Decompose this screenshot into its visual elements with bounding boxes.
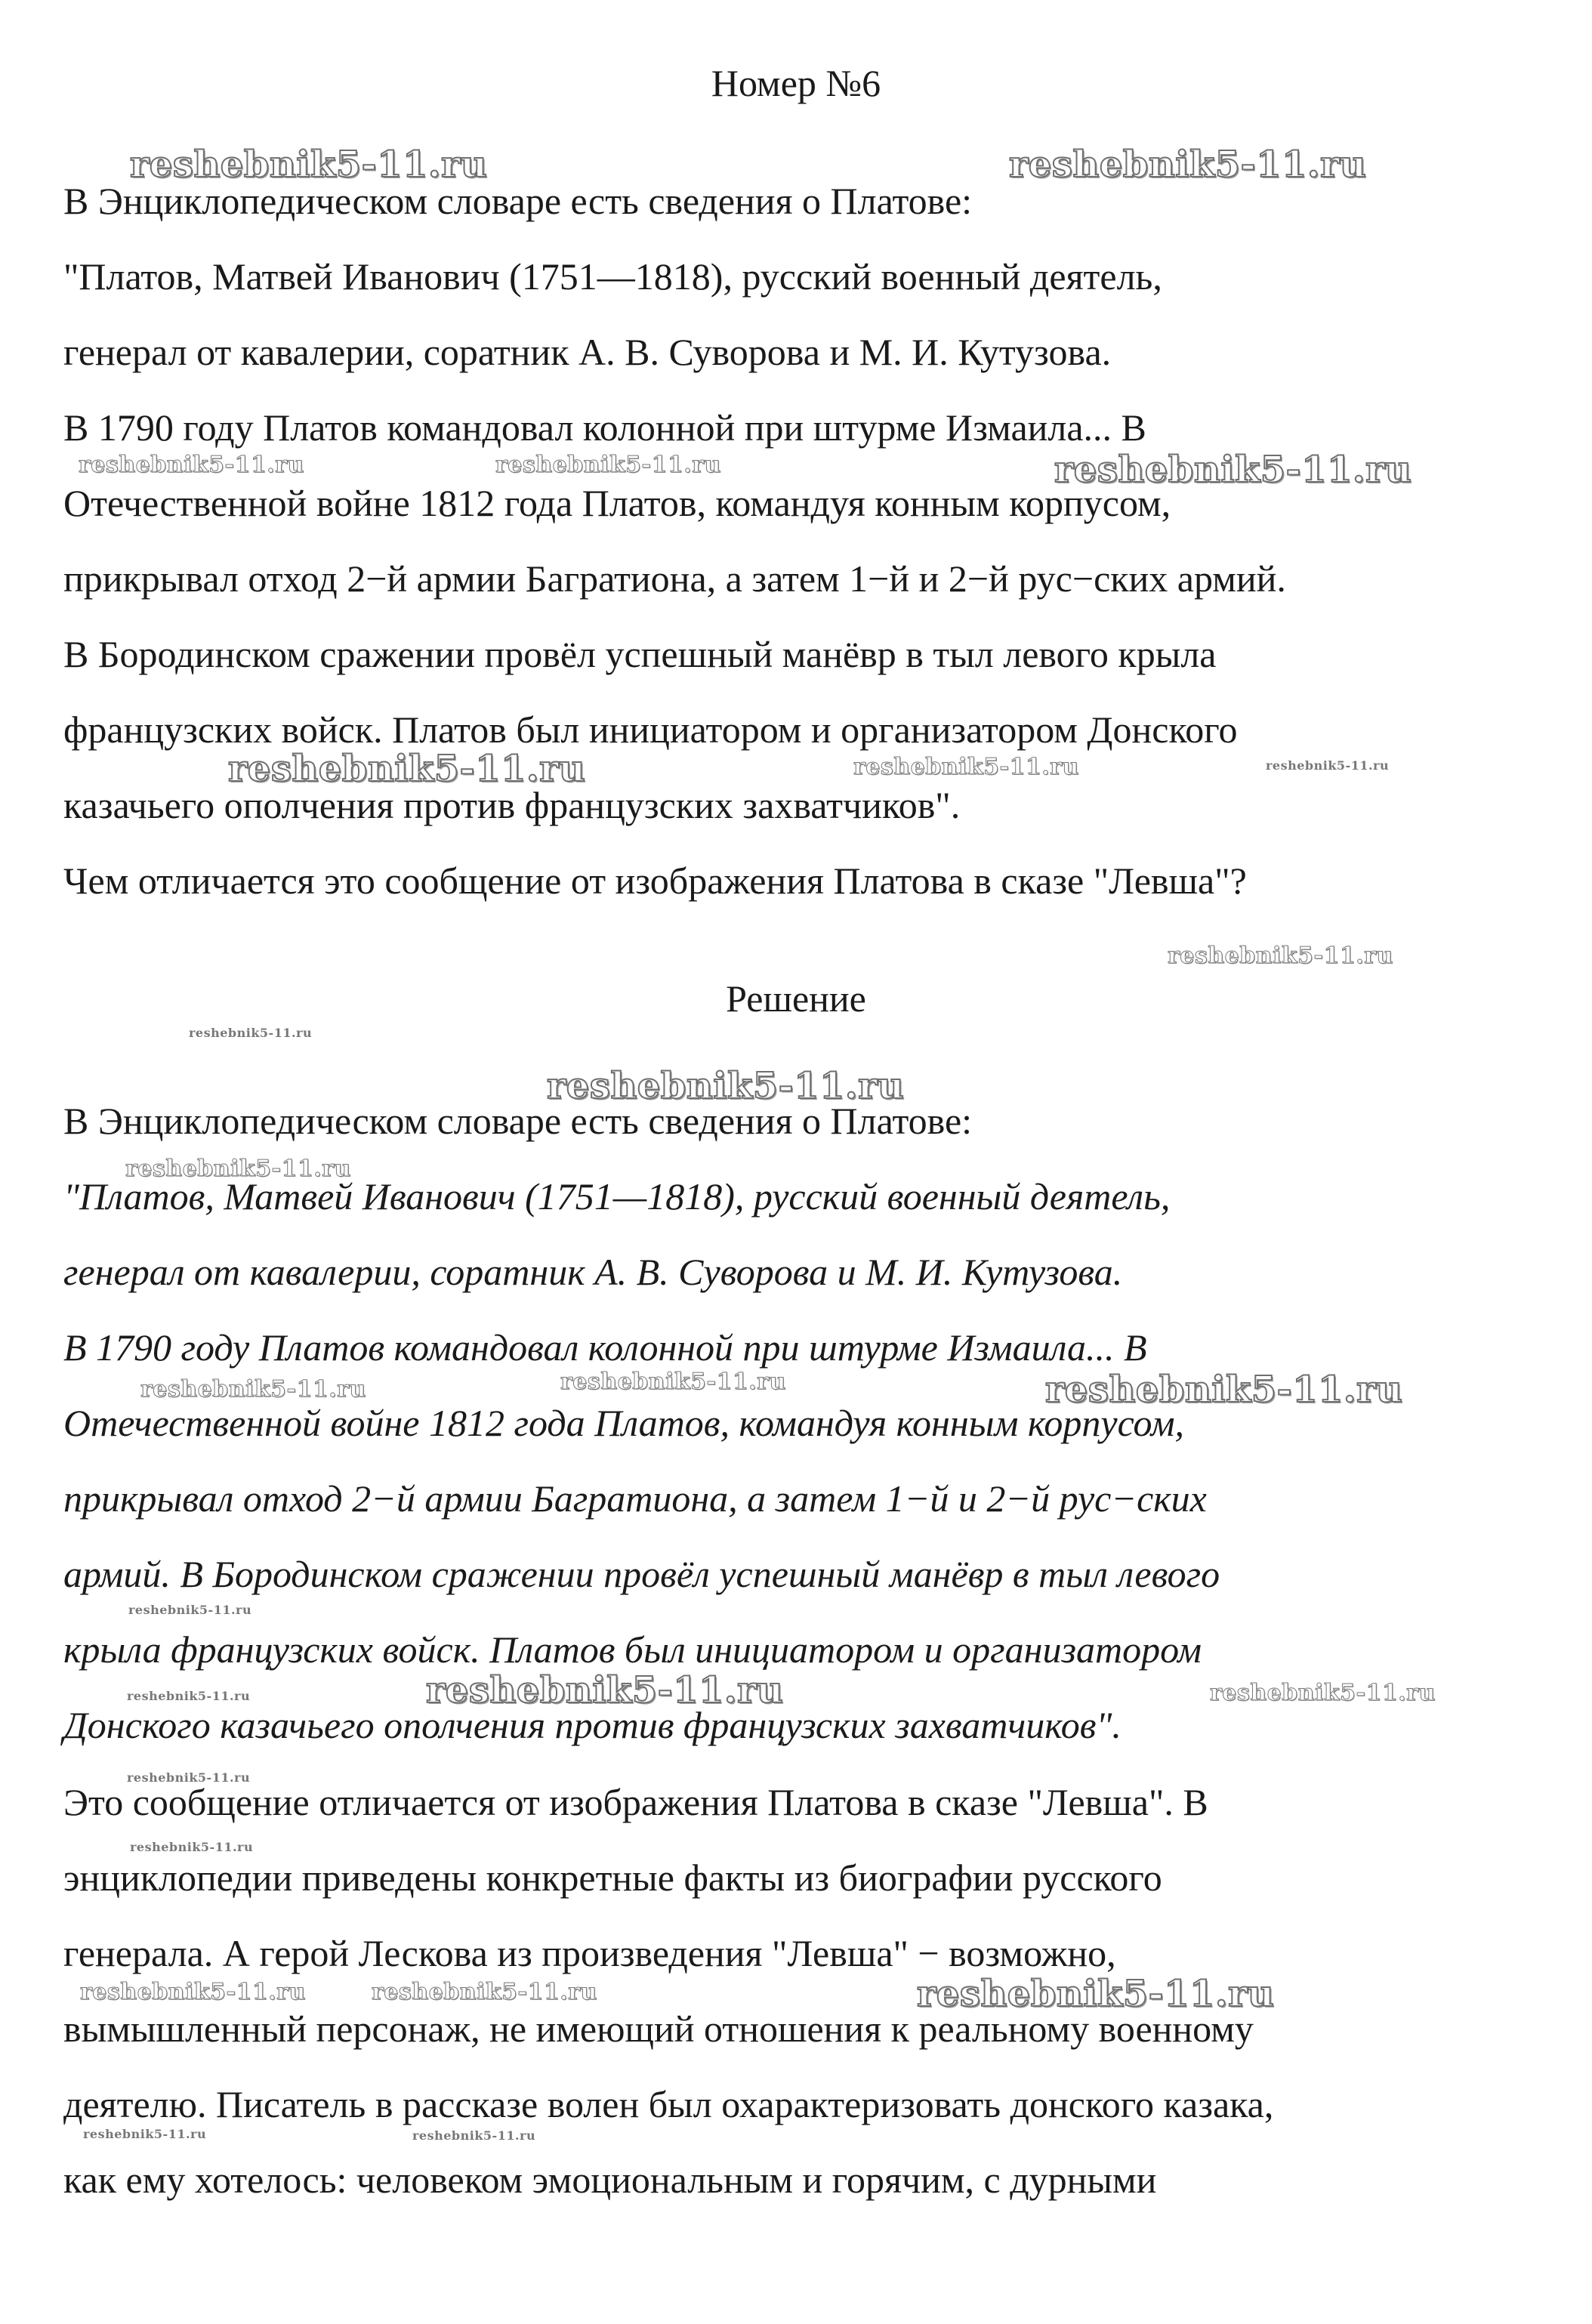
task-line: казачьего ополчения против французских захватчиков". <box>63 784 961 826</box>
watermark-logo: reshebnik5-11.ru <box>140 1376 366 1403</box>
task-line: генерал от кавалерии, соратник А. В. Суворова и М. И. Кутузова. <box>63 331 1112 373</box>
task-line: В 1790 году Платов командовал колонной при штурме Измаила... В <box>63 406 1146 449</box>
answer-line: как ему хотелось: человеком эмоциональным и горячим, с дурными <box>63 2159 1157 2201</box>
watermark-logo: reshebnik5-11.ru <box>412 2128 536 2143</box>
watermark-logo: reshebnik5-11.ru <box>130 144 488 186</box>
watermark-logo: reshebnik5-11.ru <box>495 452 721 478</box>
watermark-logo: reshebnik5-11.ru <box>228 748 586 790</box>
watermark-logo: reshebnik5-11.ru <box>189 1026 313 1040</box>
quote-line: Донского казачьего ополчения против французских захватчиков". <box>63 1704 1121 1746</box>
watermark-logo: reshebnik5-11.ru <box>853 754 1079 780</box>
watermark-logo: reshebnik5-11.ru <box>130 1840 254 1854</box>
watermark-logo: reshebnik5-11.ru <box>560 1369 786 1395</box>
watermark-logo: reshebnik5-11.ru <box>1266 758 1390 773</box>
watermark-logo: reshebnik5-11.ru <box>1009 144 1367 186</box>
task-line: В Бородинском сражении провёл успешный манёвр в тыл левого крыла <box>63 633 1217 675</box>
watermark-logo: reshebnik5-11.ru <box>1045 1369 1403 1411</box>
watermark-logo: reshebnik5-11.ru <box>83 2127 207 2141</box>
watermark-logo: reshebnik5-11.ru <box>1054 449 1412 491</box>
task-line: французских войск. Платов был инициатором и организатором Донского <box>63 708 1238 751</box>
watermark-logo: reshebnik5-11.ru <box>80 1979 306 2005</box>
solution-intro: В Энциклопедическом словаре есть сведения о Платове: <box>63 1100 973 1142</box>
answer-line: Это сообщение отличается от изображения Платова в сказе "Левша". В <box>63 1781 1208 1823</box>
quote-line: В 1790 году Платов командовал колонной при штурме Измаила... В <box>63 1326 1147 1369</box>
answer-line: деятелю. Писатель в рассказе волен был охарактеризовать донского казака, <box>63 2083 1274 2125</box>
watermark-logo: reshebnik5-11.ru <box>79 452 304 478</box>
answer-line: генерала. А герой Лескова из произведения "Левша" − возможно, <box>63 1932 1116 1974</box>
answer-line: энциклопедии приведены конкретные факты из биографии русского <box>63 1856 1162 1899</box>
watermark-logo: reshebnik5-11.ru <box>917 1973 1275 2015</box>
page-title: Номер №6 <box>711 62 881 104</box>
task-line: Отечественной войне 1812 года Платов, командуя конным корпусом, <box>63 482 1171 524</box>
watermark-logo: reshebnik5-11.ru <box>1168 943 1393 969</box>
watermark-logo: reshebnik5-11.ru <box>547 1065 905 1107</box>
watermark-logo: reshebnik5-11.ru <box>1210 1680 1436 1706</box>
task-line: прикрывал отход 2−й армии Багратиона, а затем 1−й и 2−й рус−ских армий. <box>63 557 1286 600</box>
quote-line: армий. В Бородинском сражении провёл успешный манёвр в тыл левого <box>63 1553 1220 1595</box>
task-question: Чем отличается это сообщение от изображения Платова в сказе "Левша"? <box>63 860 1247 902</box>
watermark-logo: reshebnik5-11.ru <box>128 1603 252 1617</box>
watermark-logo: reshebnik5-11.ru <box>127 1689 251 1703</box>
solution-heading: Решение <box>726 977 866 1020</box>
watermark-logo: reshebnik5-11.ru <box>426 1669 784 1711</box>
watermark-logo: reshebnik5-11.ru <box>127 1770 251 1785</box>
quote-line: крыла французских войск. Платов был инициатором и организатором <box>63 1628 1202 1671</box>
quote-line: "Платов, Матвей Иванович (1751—1818), русский военный деятель, <box>63 1175 1171 1218</box>
quote-line: Отечественной войне 1812 года Платов, командуя конным корпусом, <box>63 1402 1185 1444</box>
quote-line: прикрывал отход 2−й армии Багратиона, а затем 1−й и 2−й рус−ских <box>63 1477 1207 1520</box>
answer-line: вымышленный персонаж, не имеющий отношения к реальному военному <box>63 2008 1254 2050</box>
quote-line: генерал от кавалерии, соратник А. В. Суворова и М. И. Кутузова. <box>63 1251 1123 1293</box>
watermark-logo: reshebnik5-11.ru <box>372 1979 597 2005</box>
watermark-logo: reshebnik5-11.ru <box>125 1156 351 1182</box>
task-line: В Энциклопедическом словаре есть сведения о Платове: <box>63 180 973 222</box>
task-line: "Платов, Матвей Иванович (1751—1818), русский военный деятель, <box>63 255 1162 298</box>
